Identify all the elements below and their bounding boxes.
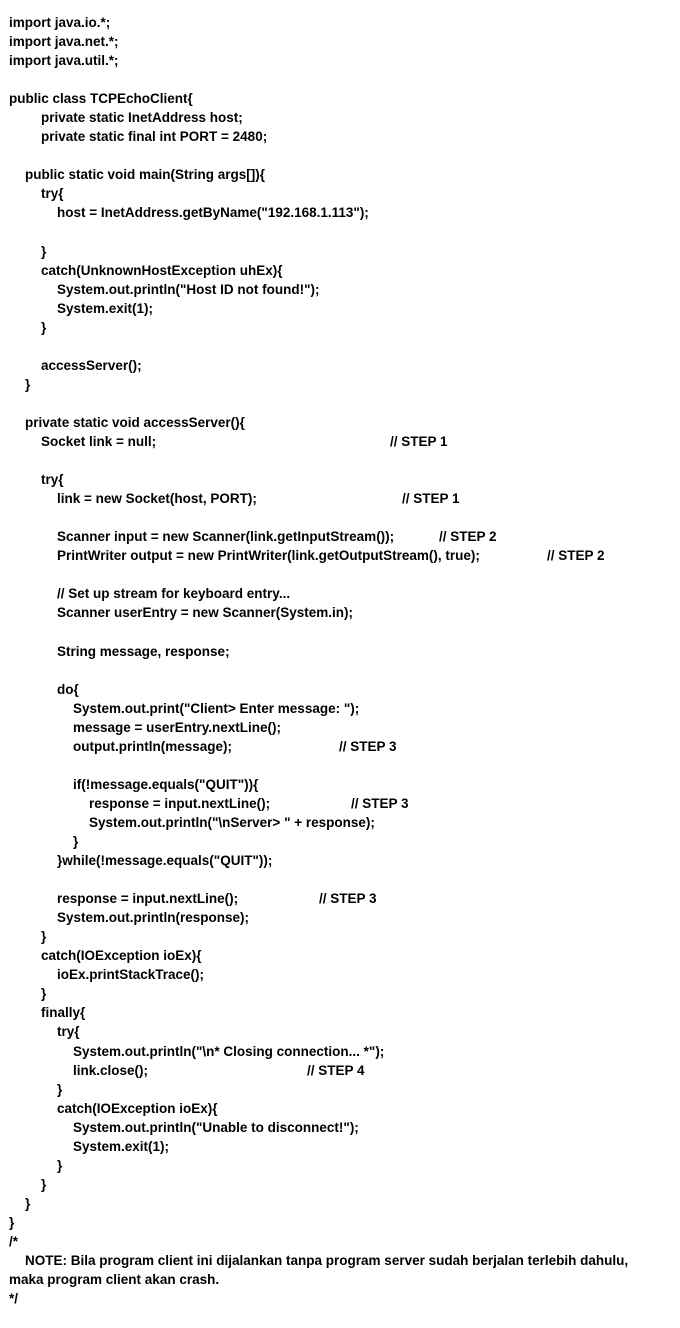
code-text: do{	[57, 681, 79, 697]
code-text: import java.net.*;	[9, 34, 119, 50]
code-line-48	[9, 908, 677, 927]
blank-line	[9, 565, 677, 584]
code-line-25	[9, 470, 677, 489]
code-text: }while(!message.equals("QUIT"));	[57, 853, 273, 869]
blank-line	[9, 451, 677, 470]
code-line-47	[9, 889, 677, 908]
code-line-68	[9, 1289, 677, 1308]
blank-line	[9, 394, 677, 413]
code-line-41	[9, 775, 677, 794]
code-line-37	[9, 699, 677, 718]
code-line-6	[9, 108, 677, 127]
code-text: Scanner userEntry = new Scanner(System.in);	[57, 605, 353, 621]
code-text: }	[41, 929, 47, 945]
code-text: catch(IOException ioEx){	[57, 1100, 218, 1116]
code-line-67	[9, 1270, 677, 1289]
code-line-17	[9, 318, 677, 337]
blank-line	[9, 70, 677, 89]
code-line-10	[9, 184, 677, 203]
code-line-57	[9, 1080, 677, 1099]
code-line-1	[9, 13, 677, 32]
code-text: catch(IOException ioEx){	[41, 948, 202, 964]
code-line-38	[9, 718, 677, 737]
code-text: host = InetAddress.getByName("192.168.1.113");	[57, 205, 369, 221]
code-text: }	[25, 376, 31, 392]
code-line-39	[9, 737, 677, 756]
code-line-49	[9, 927, 677, 946]
code-comment: // STEP 4	[307, 1062, 365, 1078]
code-text: System.out.print("Client> Enter message: ");	[73, 700, 360, 716]
code-line-14	[9, 261, 677, 280]
code-line-54	[9, 1022, 677, 1041]
code-text: }	[41, 986, 47, 1002]
code-text: }	[41, 319, 47, 335]
code-line-29	[9, 546, 677, 565]
code-text: /*	[9, 1234, 19, 1249]
code-line-50	[9, 946, 677, 965]
code-line-55	[9, 1042, 677, 1061]
code-line-32	[9, 603, 677, 622]
code-line-43	[9, 813, 677, 832]
code-text: try{	[41, 186, 64, 202]
code-text: // Set up stream for keyboard entry...	[57, 586, 291, 602]
code-text: System.out.println("\n* Closing connection... *");	[73, 1043, 385, 1059]
code-text: private static void accessServer(){	[25, 414, 245, 430]
blank-line	[9, 756, 677, 775]
code-comment: // STEP 1	[402, 491, 460, 507]
code-text: }	[57, 1157, 63, 1173]
code-text: Scanner input = new Scanner(link.getInputStream());	[57, 529, 395, 545]
code-line-23	[9, 432, 677, 451]
code-comment: // STEP 3	[319, 891, 377, 907]
code-text: if(!message.equals("QUIT")){	[73, 776, 259, 792]
code-text: link.close();	[73, 1062, 149, 1078]
code-line-45	[9, 851, 677, 870]
code-text: response = input.nextLine();	[89, 795, 271, 811]
code-line-3	[9, 51, 677, 70]
code-listing	[9, 13, 677, 1308]
code-text: try{	[57, 1024, 80, 1040]
code-text: }	[41, 1176, 47, 1192]
code-line-9	[9, 165, 677, 184]
code-text: import java.io.*;	[9, 15, 111, 30]
code-line-44	[9, 832, 677, 851]
code-comment: // STEP 2	[547, 548, 605, 564]
blank-line	[9, 508, 677, 527]
code-line-15	[9, 280, 677, 299]
code-line-16	[9, 299, 677, 318]
code-line-28	[9, 527, 677, 546]
blank-line	[9, 870, 677, 889]
code-comment: // STEP 3	[339, 738, 397, 754]
code-text: import java.util.*;	[9, 53, 119, 69]
code-line-2	[9, 32, 677, 51]
code-text: System.exit(1);	[57, 300, 154, 316]
code-line-66	[9, 1251, 677, 1270]
code-line-58	[9, 1099, 677, 1118]
code-line-19	[9, 356, 677, 375]
code-text: public static void main(String args[]){	[25, 167, 266, 183]
code-line-13	[9, 242, 677, 261]
code-line-42	[9, 794, 677, 813]
code-line-22	[9, 413, 677, 432]
code-line-63	[9, 1194, 677, 1213]
code-text: catch(UnknownHostException uhEx){	[41, 262, 283, 278]
code-line-34	[9, 642, 677, 661]
code-line-59	[9, 1118, 677, 1137]
code-text: response = input.nextLine();	[57, 891, 239, 907]
blank-line	[9, 223, 677, 242]
code-text: System.out.println(response);	[57, 910, 250, 926]
code-text: }	[57, 1081, 63, 1097]
code-text: output.println(message);	[73, 738, 232, 754]
code-text: PrintWriter output = new PrintWriter(link.getOutputStream(), true);	[57, 548, 480, 564]
blank-line	[9, 146, 677, 165]
code-line-26	[9, 489, 677, 508]
code-line-62	[9, 1175, 677, 1194]
code-text: ioEx.printStackTrace();	[57, 967, 205, 983]
code-line-5	[9, 89, 677, 108]
code-text: String message, response;	[57, 643, 230, 659]
code-text: finally{	[41, 1005, 86, 1021]
code-text: message = userEntry.nextLine();	[73, 719, 281, 735]
blank-line	[9, 337, 677, 356]
code-text: accessServer();	[41, 357, 142, 373]
code-text: */	[9, 1291, 19, 1307]
code-text: try{	[41, 472, 64, 488]
blank-line	[9, 661, 677, 680]
code-text: }	[41, 243, 47, 259]
code-text: private static InetAddress host;	[41, 110, 243, 126]
code-text: System.out.println("\nServer> " + response);	[89, 814, 375, 830]
code-text: System.out.println("Host ID not found!");	[57, 281, 320, 297]
code-line-11	[9, 203, 677, 222]
code-text: }	[73, 834, 79, 850]
code-line-61	[9, 1156, 677, 1175]
code-text: NOTE: Bila program client ini dijalankan tanpa program server sudah berjalan terlebih dahulu,	[25, 1253, 629, 1269]
code-text: System.exit(1);	[73, 1138, 170, 1154]
code-text: }	[9, 1214, 15, 1230]
code-text: private static final int PORT = 2480;	[41, 129, 268, 145]
code-comment: // STEP 1	[390, 434, 448, 450]
code-line-31	[9, 584, 677, 603]
code-line-51	[9, 965, 677, 984]
code-line-52	[9, 984, 677, 1003]
code-comment: // STEP 2	[439, 529, 497, 545]
blank-line	[9, 623, 677, 642]
code-text: maka program client akan crash.	[9, 1272, 220, 1288]
code-line-60	[9, 1137, 677, 1156]
code-line-65	[9, 1232, 677, 1251]
code-line-36	[9, 680, 677, 699]
code-line-7	[9, 127, 677, 146]
code-line-56	[9, 1061, 677, 1080]
code-text: Socket link = null;	[41, 434, 157, 450]
code-text: }	[25, 1195, 31, 1211]
code-text: link = new Socket(host, PORT);	[57, 491, 257, 507]
code-line-64	[9, 1213, 677, 1232]
code-line-20	[9, 375, 677, 394]
code-text: System.out.println("Unable to disconnect!");	[73, 1119, 359, 1135]
code-comment: // STEP 3	[351, 795, 409, 811]
code-line-53	[9, 1003, 677, 1022]
code-text: public class TCPEchoClient{	[9, 91, 193, 107]
